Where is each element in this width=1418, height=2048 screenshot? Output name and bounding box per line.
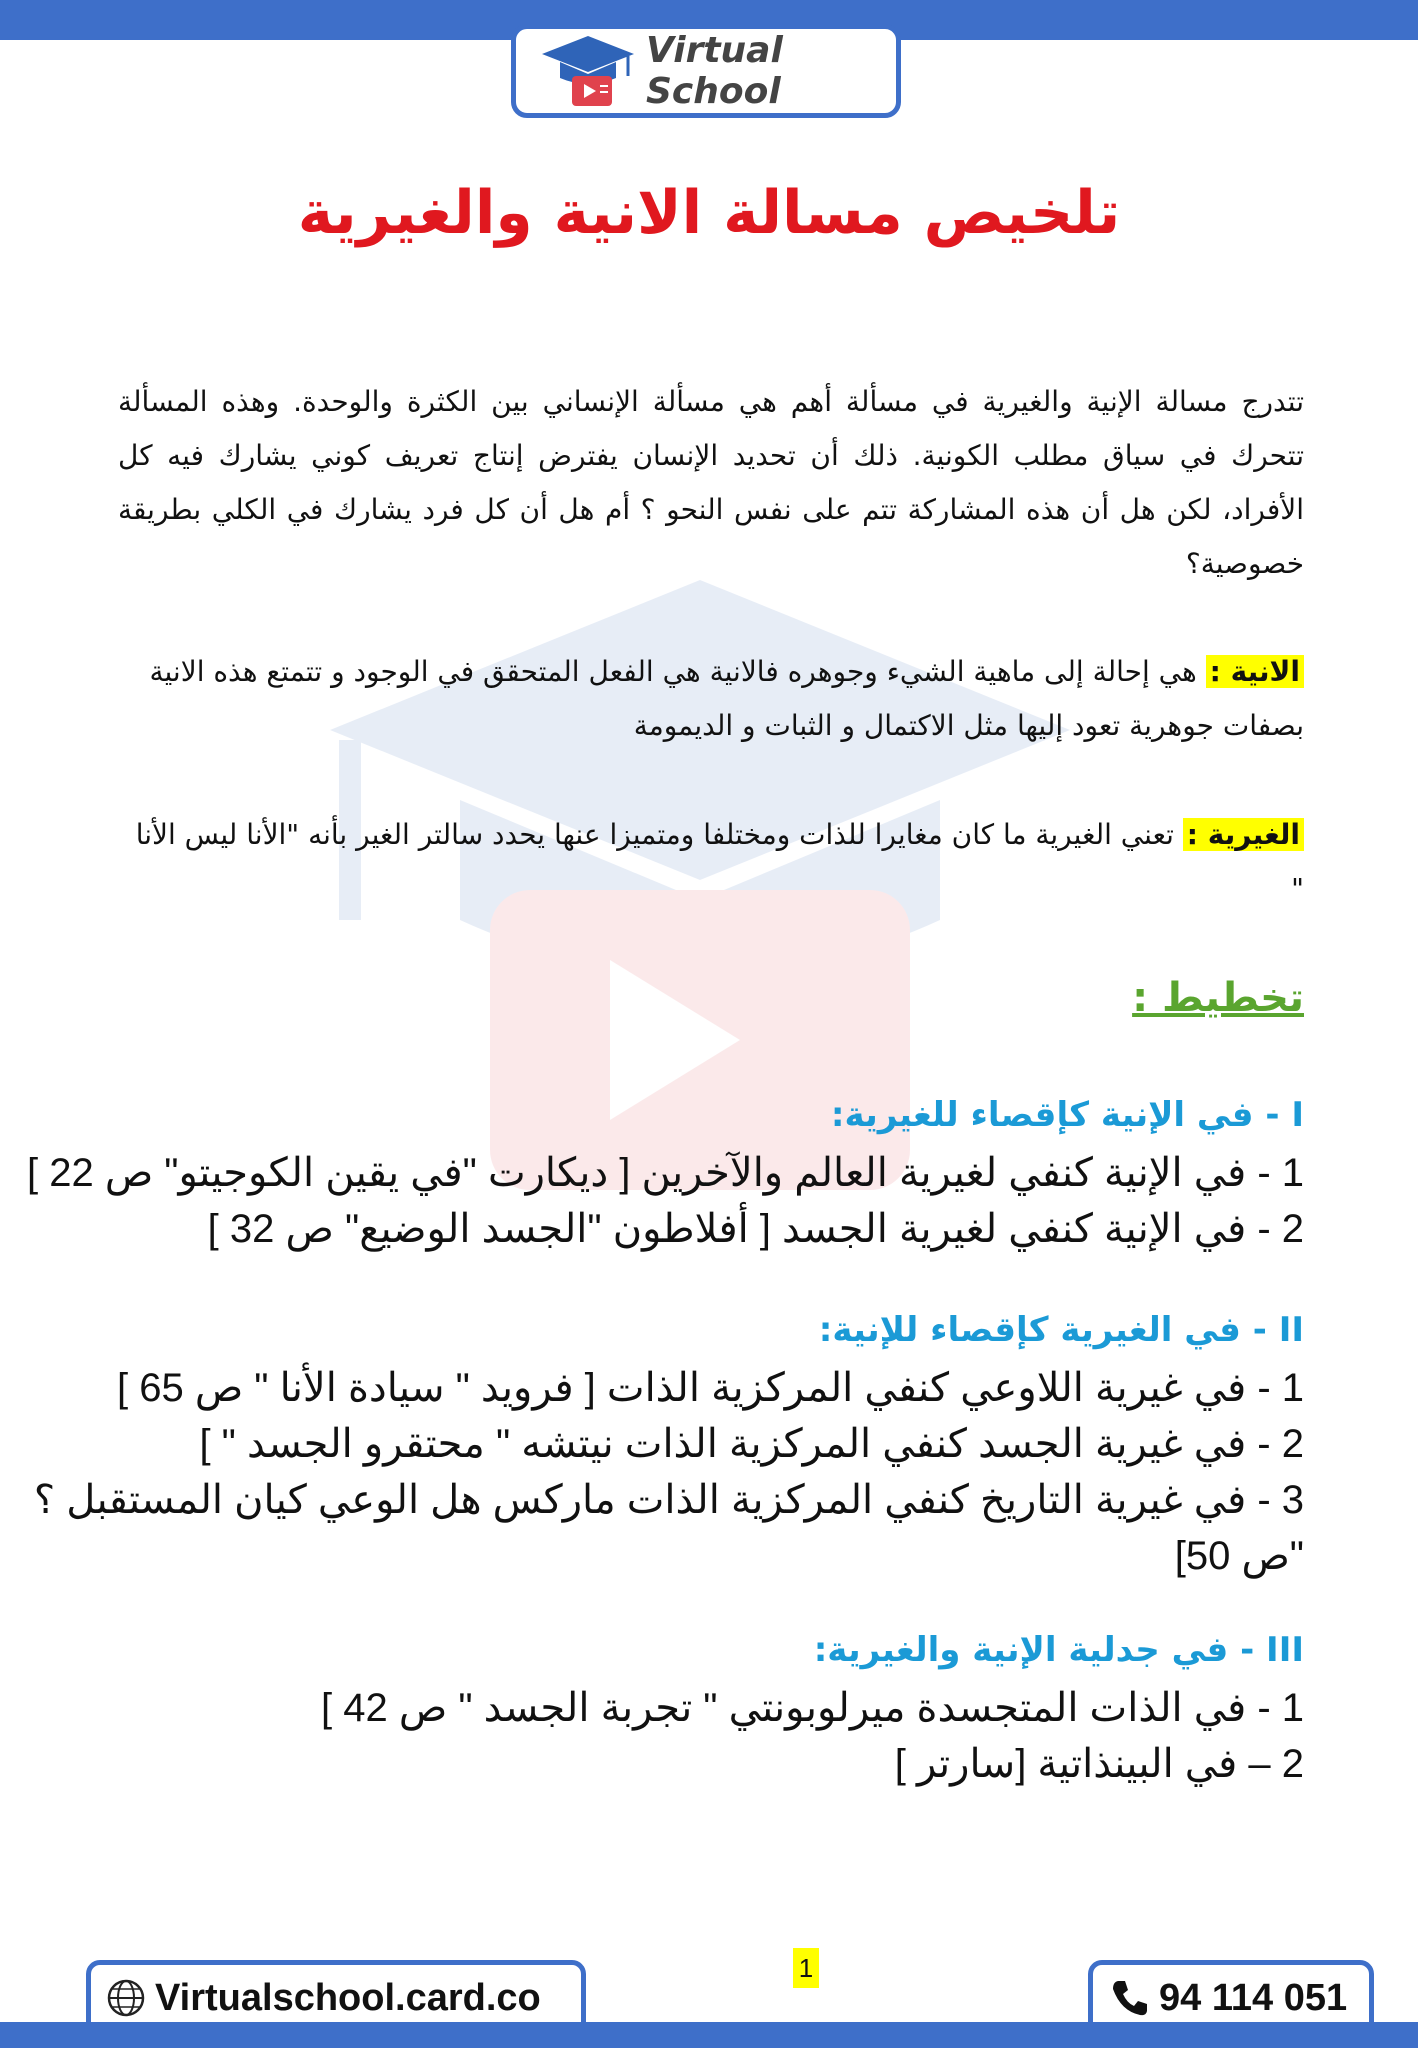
list-item: "ص 50] bbox=[1174, 1534, 1304, 1578]
list-item: 1 - في غيرية اللاوعي كنفي المركزية الذات [ فرويد " سيادة الأنا " ص 65 ] bbox=[116, 1366, 1304, 1410]
definition-aniya bbox=[118, 645, 1304, 753]
logo-text: Virtual School bbox=[646, 30, 783, 112]
section-items-3 bbox=[118, 1680, 1304, 1792]
graduation-cap-icon bbox=[538, 32, 638, 110]
list-item: 2 – في البينذاتية [سارتر ] bbox=[894, 1742, 1304, 1786]
list-item: 2 - في الإنية كنفي لغيرية الجسد [ أفلاطون "الجسد الوضيع" ص 32 ] bbox=[207, 1207, 1304, 1251]
globe-icon bbox=[105, 1977, 147, 2019]
list-item: 1 - في الذات المتجسدة ميرلوبونتي " تجربة الجسد " ص 42 ] bbox=[321, 1686, 1304, 1730]
list-item: 2 - في غيرية الجسد كنفي المركزية الذات نيتشه " محتقرو الجسد " ] bbox=[199, 1422, 1304, 1466]
definition-aniya-text: هي إحالة إلى ماهية الشيء وجوهره فالانية هي الفعل المتحقق في الوجود و تتمتع هذه الانية بصفات جوهرية تعود إليها مثل الاكتمال و الثبات و الديمومة bbox=[149, 655, 1304, 742]
section-items-1 bbox=[26, 1145, 1304, 1257]
term-ghayriya: الغيرية : bbox=[1183, 818, 1304, 851]
section-title-2: II - في الغيرية كإقصاء للإنية: bbox=[818, 1310, 1304, 1350]
bottom-bar bbox=[0, 2022, 1418, 2048]
page-number: 1 bbox=[793, 1948, 819, 1988]
list-item: 3 - في غيرية التاريخ كنفي المركزية الذات ماركس هل الوعي كيان المستقبل ؟ bbox=[33, 1478, 1304, 1522]
page-title: تلخيص مسالة الانية والغيرية bbox=[297, 178, 1121, 248]
definition-ghayriya bbox=[118, 808, 1304, 916]
section-title-1: I - في الإنية كإقصاء للغيرية: bbox=[830, 1095, 1304, 1135]
plan-heading: تخطيط : bbox=[1132, 975, 1304, 1021]
intro-paragraph: تتدرج مسالة الإنية والغيرية في مسألة أهم هي مسألة الإنساني بين الكثرة والوحدة. وهذه المسألة تتحرك في سياق مطلب الكونية. ذلك أن تحديد الإنسان يفترض إنتاج تعريف كوني يشارك فيه كل الأفراد، لكن هل أن هذه المشاركة تتم على نفس النحو ؟ أم هل أن كل فرد يشارك في الكلي بطريقة خصوصية؟ bbox=[118, 385, 1304, 580]
section-title-3: III - في جدلية الإنية والغيرية: bbox=[813, 1630, 1304, 1670]
definition-ghayriya-text: تعني الغيرية ما كان مغايرا للذات ومختلفا ومتميزا عنها يحدد سالتر الغير بأنه "الأنا ليس الأنا " bbox=[135, 818, 1304, 905]
section-items-2 bbox=[33, 1360, 1304, 1584]
logo bbox=[511, 24, 901, 118]
phone-icon bbox=[1109, 1977, 1151, 2019]
term-aniya: الانية : bbox=[1206, 655, 1304, 688]
website-text: Virtualschool.card.co bbox=[155, 1976, 541, 2019]
phone-text: 94 114 051 bbox=[1159, 1976, 1348, 2019]
list-item: 1 - في الإنية كنفي لغيرية العالم والآخرين [ ديكارت "في يقين الكوجيتو" ص 22 ] bbox=[26, 1151, 1304, 1195]
